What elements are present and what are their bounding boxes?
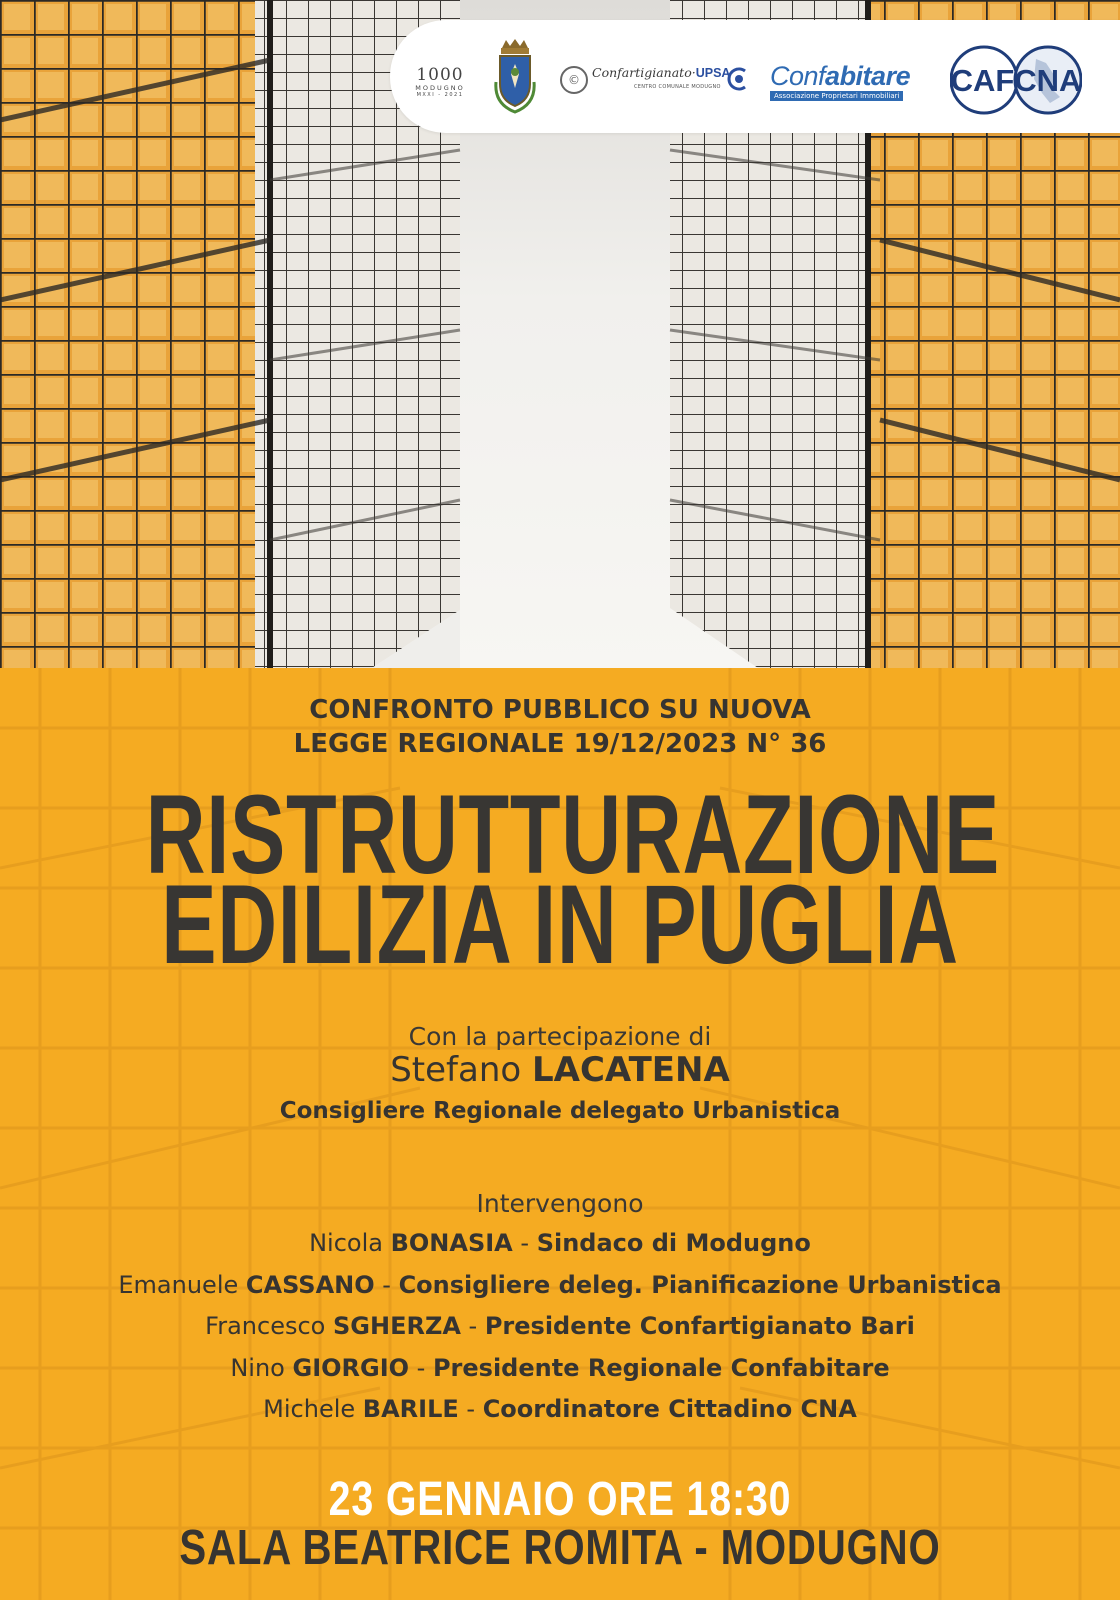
speakers-heading: Intervengono xyxy=(476,1189,644,1218)
speakers-list xyxy=(0,1223,1120,1431)
participation-intro: Con la partecipazione di xyxy=(408,1022,712,1051)
speaker-row: Emanuele CASSANO - Consigliere deleg. Pianificazione Urbanistica xyxy=(118,1270,1002,1299)
speaker-row: Nino GIORGIO - Presidente Regionale Confabitare xyxy=(230,1353,890,1382)
hero-photo xyxy=(0,0,1120,668)
confartigianato-fan-icon xyxy=(726,66,748,92)
event-info-panel xyxy=(0,668,1120,1600)
event-subtitle-line-2: LEGGE REGIONALE 19/12/2023 N° 36 xyxy=(293,729,827,759)
confabitare-tagline: Associazione Proprietari Immobiliari xyxy=(770,91,903,101)
modugno-coat-of-arms-icon xyxy=(492,38,538,118)
speaker-row: Francesco SGHERZA - Presidente Confartigianato Bari xyxy=(205,1312,915,1340)
confartigianato-title: Confartigianato·UPSA xyxy=(592,65,731,80)
caf-cna-logo xyxy=(950,45,1082,115)
event-date-time: 23 GENNAIO ORE 18:30 xyxy=(328,1473,792,1526)
confabitare-logo xyxy=(770,58,920,104)
confartigianato-upsa-logo xyxy=(558,60,750,100)
confartigianato-c-icon: © xyxy=(560,66,588,94)
event-subtitle-line-1: CONFRONTO PUBBLICO SU NUOVA xyxy=(309,695,811,725)
modugno-millennium-logo xyxy=(404,42,476,122)
confabitare-wordmark: Confabitare xyxy=(770,60,911,91)
modugno-logo-number: 1000 xyxy=(416,65,464,85)
modugno-logo-name: MODUGNO xyxy=(415,84,465,92)
sponsor-logo-bar xyxy=(390,20,1120,133)
modugno-logo-years: MXXI - 2021 xyxy=(416,92,464,98)
event-venue: SALA BEATRICE ROMITA - MODUGNO xyxy=(179,1521,941,1575)
confartigianato-subtitle: CENTRO COMUNALE MODUGNO xyxy=(634,84,721,90)
guest-name: Stefano LACATENA xyxy=(390,1050,730,1090)
speaker-row: Nicola BONASIA - Sindaco di Modugno xyxy=(309,1229,811,1257)
event-title-line-2: EDILIZIA IN PUGLIA xyxy=(161,862,959,987)
caf-cna-text: CAFCNA xyxy=(950,63,1082,98)
guest-role: Consigliere Regionale delegato Urbanistica xyxy=(279,1098,841,1124)
event-title-line-1: RISTRUTTURAZIONE xyxy=(145,772,1000,897)
speaker-row: Michele BARILE - Coordinatore Cittadino CNA xyxy=(263,1395,857,1423)
